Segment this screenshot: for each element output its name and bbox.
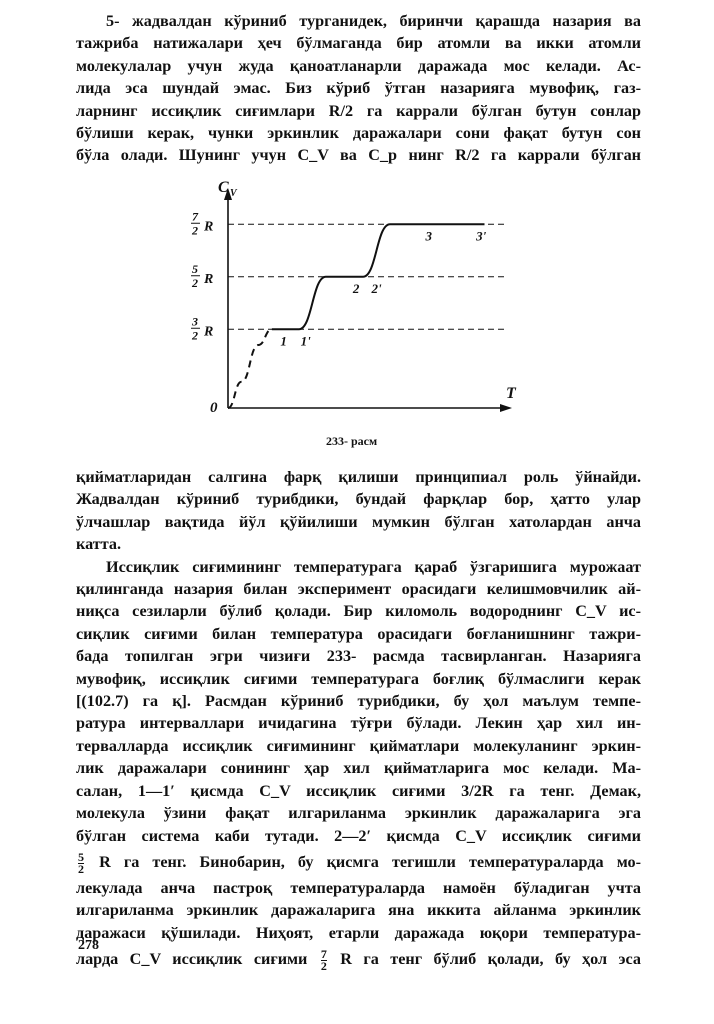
tick-label-unit: R (204, 324, 214, 340)
chart-series (228, 224, 485, 408)
tick-label-numerator: 5 (192, 261, 198, 276)
fraction-numerator: 5 (78, 849, 84, 864)
text-line-fraction (76, 944, 641, 974)
point-label: 3' (476, 228, 487, 244)
text-line: лик даражалари сонининг ҳар хил қийматларига мос келади. Ма- (76, 759, 641, 778)
text-line: бўла олади. Шунинг учун C_V ва C_p нинг R/2 га каррали бўлган (76, 146, 641, 165)
text-line: ларнинг иссиқлик сиғимлари R/2 га каррали бўлган бутун сонлар (76, 101, 641, 120)
paragraph-2 (76, 556, 641, 975)
text-line: бўлган система каби тутади. 2—2′ қисмда C_V иссиқлик сиғими (76, 826, 641, 845)
fraction-numerator: 7 (320, 946, 327, 961)
x-axis-arrow (500, 404, 512, 412)
point-label: 1 (280, 333, 287, 349)
page-number: 278 (78, 938, 99, 953)
point-label: 2 (352, 280, 360, 296)
text-fragment: R га тенг бўлиб қолади, бу ҳол эса (340, 950, 641, 969)
text-line: ниқса сезиларли бўлиб қолади. Бир киломоль водороднинг C_V ис- (76, 602, 641, 621)
chart-guides (228, 224, 506, 329)
text-line: тажриба натижалари ҳеч бўлмаганда бир атомли ва икки атомли (76, 34, 641, 53)
point-label: 1' (300, 333, 311, 349)
bottom-text (76, 466, 641, 974)
chart-axes (224, 188, 512, 412)
tick-label-denominator: 2 (192, 328, 198, 343)
paragraph-1 (76, 466, 641, 556)
text-line: [(102.7) га қ]. Расмдан кўриниб турибдики, бу ҳол маълум темпе- (76, 692, 641, 711)
tick-label-numerator: 7 (192, 209, 198, 224)
fraction-5-2 (78, 849, 84, 876)
chart-labels (191, 180, 517, 416)
fraction-denominator: 2 (78, 861, 84, 876)
text-line: 5- жадвалдан кўриниб турганидек, биринчи қарашда назария ва (106, 12, 641, 30)
text-line: катта. (76, 535, 121, 554)
text-line: Иссиқлик сиғимининг температурага қараб ўзгаришига мурожаат (106, 557, 641, 576)
text-line: салан, 1—1′ қисмда C_V иссиқлик сиғими 3/2R га тенг. Демак, (76, 781, 641, 800)
text-line: молекулалар учун жуда қаноатланарли даражада мос келади. Ас- (76, 56, 641, 75)
text-line: лекулада анча пастроқ температураларда намоён бўладиган учта (76, 878, 641, 897)
text-line: бада топилган эгри чизиғи 233- расмда тасвирланган. Назарияга (76, 647, 641, 666)
point-label: 2' (371, 280, 382, 296)
text-line: молекула ўзини фақат илгариланма эркинлик даражаларига эга (76, 804, 641, 823)
tick-label-numerator: 3 (192, 314, 198, 329)
series-line (228, 329, 272, 408)
text-line: даражаси қўшилади. Ниҳоят, етарли даражада юқори температура- (76, 923, 641, 942)
heat-capacity-chart (180, 180, 520, 420)
tick-label-unit: R (204, 219, 214, 235)
fraction-denominator: 2 (320, 958, 327, 973)
text-fragment: ларда C_V иссиқлик сиғими (76, 950, 308, 969)
text-line: қийматларидан салгина фарқ қилиши принципиал роль ўйнайди. (76, 468, 641, 486)
text-line: лида эса шундай эмас. Биз кўриб ўтган назарияга мувофиқ, газ- (76, 79, 641, 98)
text-line: илгариланма эркинлик даражаларига яна иккита айланма эркинлик (76, 901, 641, 920)
text-line: мувофиқ, иссиқлик сиғими температурага боғлиқ бўлмаслиги керак (76, 669, 641, 688)
text-line-fraction (76, 847, 641, 877)
top-paragraph (76, 10, 641, 167)
text-line: сиқлик сиғими билан температура орасидаги боғланишнинг тажри- (76, 624, 641, 643)
origin-label: 0 (210, 400, 218, 416)
paragraph-intro (76, 10, 641, 167)
text-fragment: R га тенг. Бинобарин, бу қисмга тегишли температураларда мо- (99, 852, 642, 871)
text-line: ратура интерваллари ичидагина тўғри бўлади. Лекин ҳар хил ин- (76, 714, 641, 733)
x-axis-label: T (506, 385, 516, 402)
fraction-7-2 (320, 946, 327, 973)
figure-caption: 233- расм (326, 434, 378, 448)
tick-label-denominator: 2 (192, 223, 198, 238)
text-line: ўлчашлар вақтида йўл қўйилиши мумкин бўлган хатолардан анча (76, 512, 641, 531)
point-label: 3 (425, 228, 432, 244)
text-line: бўлиши керак, чунки эркинлик даражалари сони фақат бутун сон (76, 124, 641, 143)
y-axis-label-subscript: V (230, 188, 237, 199)
text-line: тервалларда иссиқлик сиғимининг қийматлари молекуланинг эркин- (76, 736, 641, 755)
text-line: қилинганда назария билан эксперимент орасидаги келишмовчилик ай- (76, 580, 641, 599)
tick-label-unit: R (204, 271, 214, 287)
y-axis-label: C (218, 180, 229, 196)
text-line: Жадвалдан кўриниб турибдики, бундай фарқлар бор, ҳатто улар (76, 490, 641, 509)
tick-label-denominator: 2 (192, 275, 198, 290)
